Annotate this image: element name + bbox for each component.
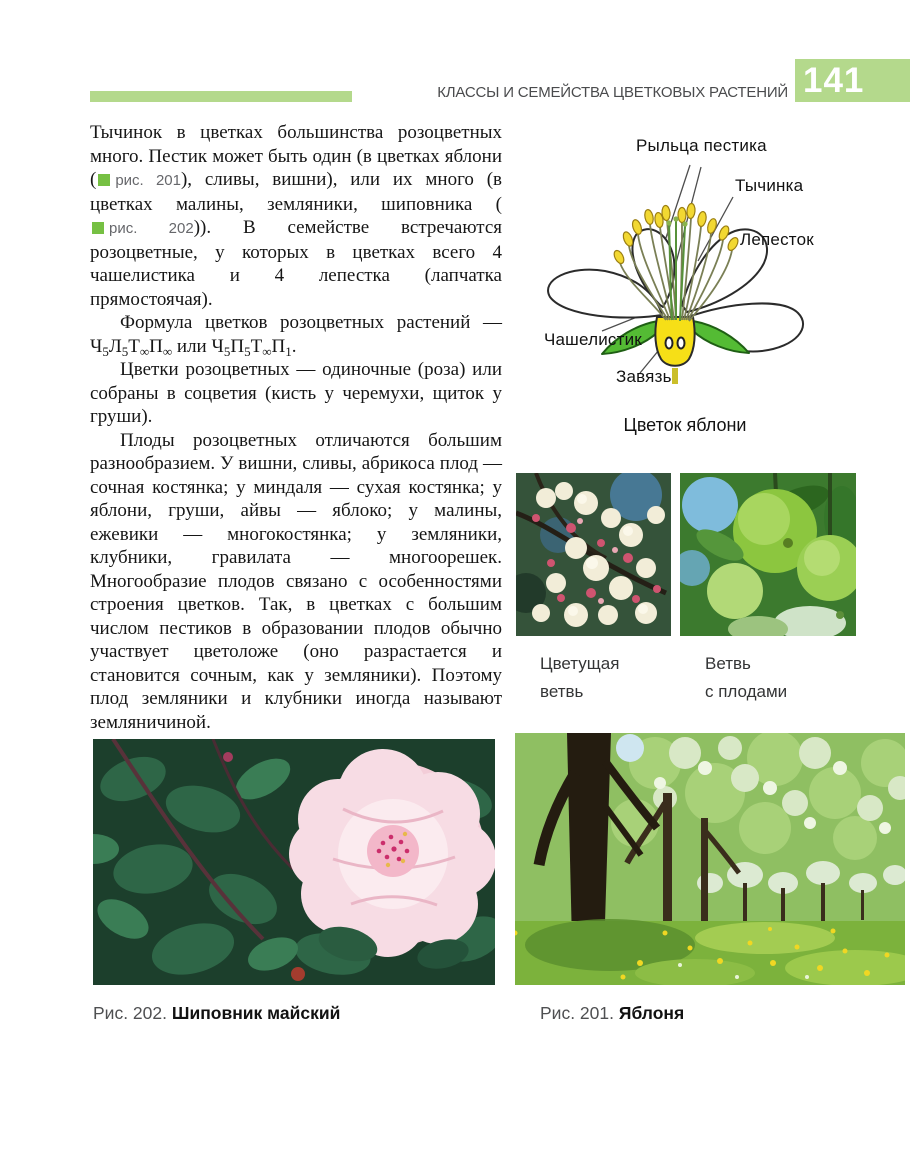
formula-or: или	[172, 335, 212, 357]
paragraph-stamens	[90, 121, 502, 311]
p1-text-2: ), сливы, вишни), или их много (в цветках малины, земляники, шиповника (	[90, 169, 502, 215]
flower-formula-2: $Ч_5П_5Т_\infty П_1$	[211, 335, 292, 359]
figure-caption-201: Рис. 201. Яблоня	[540, 1003, 685, 1023]
paragraph-inflorescences: Цветки розоцветных — одиночные (роза) или собраны в соцветия (кисть у черемухи, щиток у груши).	[90, 359, 502, 427]
green-square-icon	[92, 222, 104, 234]
running-head: КЛАССЫ И СЕМЕЙСТВА ЦВЕТКОВЫХ РАСТЕНИЙ	[437, 84, 788, 101]
body-text-column	[90, 121, 502, 734]
apple-flower-diagram	[530, 125, 910, 455]
label-ovary: Завязь	[616, 367, 672, 386]
figure-caption-202: Рис. 202. Шиповник майский	[93, 1003, 341, 1023]
photo-wild-rose	[93, 739, 495, 985]
green-square-icon	[98, 174, 110, 186]
formula-end: .	[291, 335, 297, 357]
photo-apple-orchard	[515, 733, 905, 985]
figure-reference-202: рис. 202	[90, 220, 194, 237]
p1-text-3: )). В семействе встречаются розоцветные, у которых в цветках всего 4 чашелистика и 4 лепестка (лапчатка прямостоячая).	[90, 217, 502, 310]
bloom-photo-caption: Цветущая ветвь	[540, 654, 620, 701]
fruit-photo-caption: Ветвь с плодами	[705, 654, 788, 701]
flower-formula-1: $Ч_5Л_5Т_\infty П_\infty$	[90, 335, 173, 359]
photo-blossoming-branch	[516, 473, 671, 636]
label-sepal: Чашелистик	[544, 330, 642, 349]
formula-intro: Формула цветков розоцветных растений —	[120, 312, 502, 333]
header-green-bar	[90, 91, 352, 102]
paragraph-fruits: Плоды розоцветных отличаются большим разнообразием. У вишни, сливы, абрикоса плод — сочная костянка; у миндаля — сухая костянка; у яблони, груши, айвы — яблоко; у малины, ежевики — многокостянка; у земляники, клубники, гравилата — многоорешек. Многообразие плодов связано с особенностями строения цветков. Так, в цветках с большим числом пестиков в образовании плодов обычно участвует цветоложе (оно разрастается и становится сочным, как у земляники). Поэтому плод земляники и клубники иногда называют земляничиной.	[90, 429, 502, 733]
label-stigma: Рыльца пестика	[636, 136, 767, 155]
diagram-caption: Цветок яблони	[623, 415, 747, 435]
photo-branch-with-fruits	[680, 473, 856, 636]
p1-text-1: Тычинок в цветках большинства розоцветных много. Пестик может быть один (в цветках яблони (	[90, 122, 502, 190]
ovary-shape	[655, 317, 694, 366]
paragraph-formula	[90, 311, 502, 358]
page-number-badge: 141	[795, 59, 910, 102]
label-petal: Лепесток	[740, 230, 814, 249]
label-stamen: Тычинка	[735, 176, 804, 195]
figure-reference-201: рис. 201	[96, 172, 181, 189]
